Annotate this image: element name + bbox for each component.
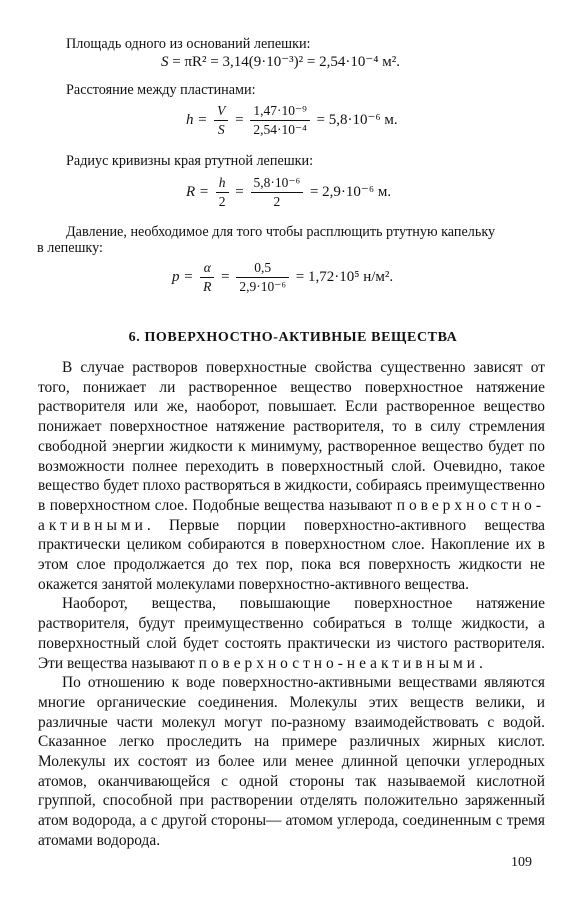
fraction-numerator: V <box>214 103 228 121</box>
paragraph-1-text-a: В случае растворов поверхностные свойства существенно зависят от того, понижает ли растворенное вещество поверхностное натяжение растворителя или же, наоборот, повышает. Если растворенное вещество понижает поверхностное натяжение растворителя, то в силу стремления свободной энергии жидкости к минимуму, растворенное вещество будет по возможности полнее переходить в поверхностный слой. Очевидно, такое вещество будет плохо растворяться в жидкости, собираясь преимущественно в поверхностном слое. Подобные вещества называют <box>38 359 545 514</box>
pressure-fraction-1 <box>200 260 214 295</box>
section-heading: 6. ПОВЕРХНОСТНО-АКТИВНЫЕ ВЕЩЕСТВА <box>128 330 458 345</box>
fraction-numerator: h <box>216 175 229 193</box>
term-surface-active: поверхностно-активными <box>38 496 545 534</box>
fraction-numerator: 5,8·10⁻⁶ <box>251 175 304 193</box>
distance-fraction-2 <box>250 103 309 138</box>
pressure-result: = 1,72·10⁵ н/м². <box>295 268 394 285</box>
fraction-denominator: R <box>203 279 212 294</box>
fraction-denominator: 2 <box>218 194 226 209</box>
page-number: 109 <box>511 855 532 870</box>
equals-sign: = <box>221 268 230 285</box>
equals-sign: = <box>235 183 244 200</box>
fraction-numerator: 0,5 <box>236 260 289 278</box>
radius-label: Радиус кривизны края ртутной лепешки: <box>66 153 314 169</box>
fraction-denominator: 2,9·10⁻⁶ <box>239 279 287 294</box>
radius-formula <box>186 175 391 210</box>
paragraph-2 <box>38 594 545 673</box>
pressure-formula <box>172 260 393 295</box>
radius-formula-lhs: R = <box>186 183 210 200</box>
paragraph-1-text-b: . Первые порции поверхностно-активного вещества практически целиком собираются в поверхностном слое. Накопление их в этом слое продолжается до тех пор, пока вся поверхность жидкости не окажется занятой молекулами поверхностно-активного вещества. <box>38 516 545 593</box>
equals-sign: = <box>235 111 244 128</box>
distance-result: = 5,8·10⁻⁶ м. <box>316 111 398 128</box>
pressure-label-line-2: в лепешку: <box>37 240 103 256</box>
paragraph-2-text-a: Наоборот, вещества, повышающие поверхностное натяжение растворителя, будут преимущественно собираться в толще жидкости, а поверхностный слой будет состоять практически из чистого растворителя. Эти вещества называют <box>38 595 545 672</box>
pressure-label-line-1: Давление, необходимое для того чтобы расплющить ртутную капельку <box>66 224 496 240</box>
distance-formula-lhs: h = <box>186 111 208 128</box>
distance-fraction-1 <box>214 103 228 138</box>
area-formula-lhs: S <box>161 54 169 70</box>
pressure-formula-lhs: p = <box>172 268 194 285</box>
radius-fraction-1 <box>216 175 229 210</box>
fraction-numerator: α <box>200 260 214 278</box>
area-label: Площадь одного из оснований лепешки: <box>66 36 311 52</box>
distance-formula <box>186 103 398 138</box>
radius-result: = 2,9·10⁻⁶ м. <box>309 183 392 200</box>
paragraph-2-text-b: . <box>479 654 483 672</box>
term-surface-inactive: поверхностно-неактивными <box>198 654 480 672</box>
fraction-denominator: 2 <box>273 194 281 209</box>
area-formula <box>161 53 400 71</box>
section-body <box>38 358 545 851</box>
distance-label: Расстояние между пластинами: <box>66 82 256 98</box>
fraction-denominator: S <box>217 122 225 137</box>
area-formula-rhs: = πR² = 3,14(9·10⁻³)² = 2,54·10⁻⁴ м². <box>172 54 400 70</box>
paragraph-1 <box>38 358 545 594</box>
radius-fraction-2 <box>251 175 304 210</box>
fraction-numerator: 1,47·10⁻⁹ <box>250 103 309 121</box>
pressure-fraction-2 <box>236 260 289 295</box>
fraction-denominator: 2,54·10⁻⁴ <box>253 122 307 137</box>
paragraph-3: По отношению к воде поверхностно-активными веществами являются многие органические соединения. Молекулы этих веществ велики, и различные части молекул могут по-разному взаимодействовать с водой. Сказанное легко проследить на примере различных жирных кислот. Молекулы их состоят из более или менее длинной цепочки углеродных атомов, оканчивающейся с одной стороны так называемой кислотной группой, способной при растворении отделять положительно заряженный атом водорода, а с другой стороны— атомом углерода, соединенным с тремя атомами водорода. <box>38 674 545 849</box>
